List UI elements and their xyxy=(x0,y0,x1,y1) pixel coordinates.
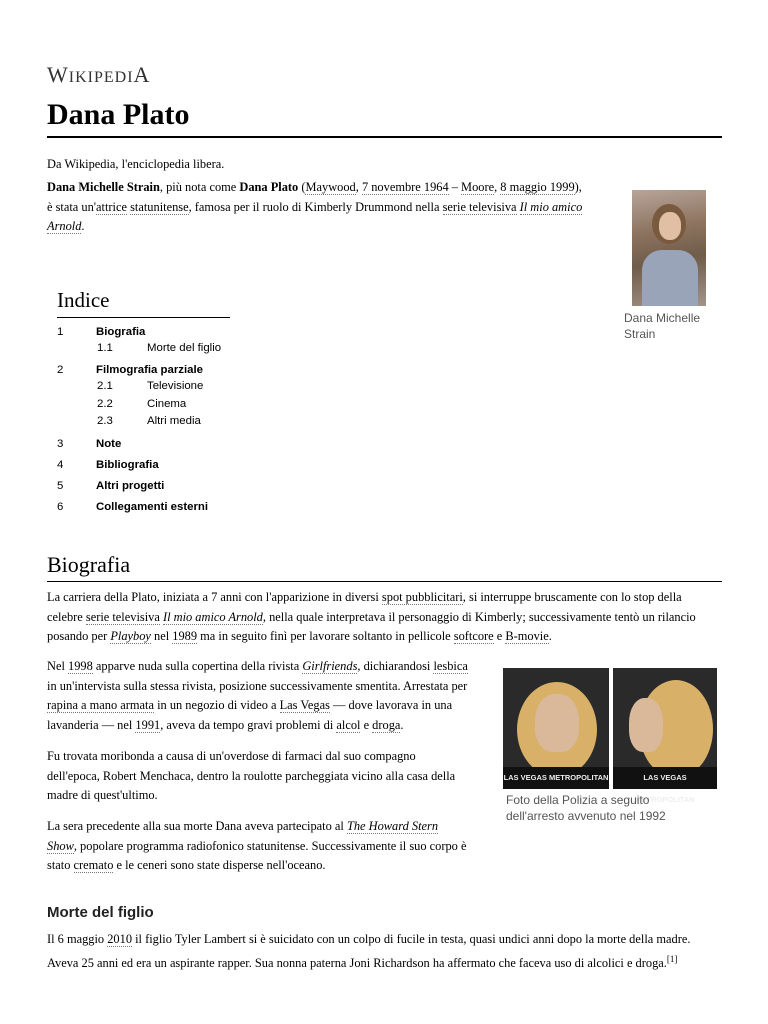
morte-paragraph xyxy=(47,930,727,973)
toc-label: Collegamenti esterni xyxy=(96,501,209,513)
link-nationality[interactable]: statunitense xyxy=(130,199,189,214)
link-show-cont[interactable]: Arnold xyxy=(47,219,82,233)
toc-label: Bibliografia xyxy=(96,459,159,471)
intro-text: ( xyxy=(298,180,306,194)
intro-paragraph xyxy=(47,178,617,237)
link-tv-series[interactable]: serie televisiva xyxy=(85,609,160,624)
mugshot-front-image[interactable] xyxy=(503,668,609,789)
toc-number: 1.1 xyxy=(97,342,113,354)
reference-link[interactable]: [1] xyxy=(666,953,678,964)
intro-text: , famosa per il ruolo di Kimberly Drummond nella xyxy=(188,199,443,214)
bio-text: . xyxy=(400,717,404,732)
intro-text: ), xyxy=(574,180,582,194)
morte-text: Il 6 maggio xyxy=(47,932,108,946)
bio-text: lavanderia — nel xyxy=(47,717,136,732)
toc-label: Filmografia parziale xyxy=(96,364,203,376)
face-shape xyxy=(629,698,663,752)
wordmark-a: A xyxy=(133,62,151,87)
link-2010[interactable]: 2010 xyxy=(107,932,133,946)
bio-paragraph-3 xyxy=(47,747,477,806)
link-lesbica[interactable]: lesbica xyxy=(433,659,468,673)
bio-text: , nella quale interpretava il personaggio di Kimberly; successivamente tentò un rilancio xyxy=(262,609,696,624)
link-deathplace[interactable]: Moore xyxy=(461,180,495,194)
toc-item-2-2[interactable] xyxy=(97,398,187,410)
toc-number: 2 xyxy=(57,364,64,376)
link-birthplace[interactable]: Maywood xyxy=(305,180,356,194)
portrait-image[interactable] xyxy=(632,190,706,306)
link-howard-stern-cont[interactable]: Show xyxy=(47,838,74,853)
morte-text: Aveva 25 anni ed era un aspirante rapper. Sua nonna paterna Joni Richardson ha affermato che faceva uso di alcolici e droga. xyxy=(47,955,667,970)
toc-label: Altri progetti xyxy=(96,480,165,492)
link-alcol[interactable]: alcol xyxy=(336,717,361,732)
intro-text: è stata un' xyxy=(47,199,97,214)
mugshot-plate: LAS VEGAS METROPOLITAN xyxy=(503,767,609,789)
toc-item-2-3[interactable] xyxy=(97,415,201,427)
link-1998[interactable]: 1998 xyxy=(68,659,93,673)
link-death-date[interactable]: 8 maggio 1999 xyxy=(500,180,575,194)
toc-number: 5 xyxy=(57,480,64,492)
toc-number: 3 xyxy=(57,438,64,450)
subsection-heading-morte: Morte del figlio xyxy=(47,904,154,921)
toc-number: 2.2 xyxy=(97,398,113,410)
bio-text: nel xyxy=(150,629,173,643)
link-actress[interactable]: attrice xyxy=(96,199,127,214)
wikipedia-wordmark[interactable] xyxy=(47,62,150,88)
intro-text: . xyxy=(81,219,85,233)
bio-text: in un negozio di video a xyxy=(153,698,280,712)
link-cremato[interactable]: cremato xyxy=(73,858,114,872)
toc-heading: Indice xyxy=(57,288,110,312)
mugshot-profile-image[interactable] xyxy=(613,668,717,804)
toc-number: 4 xyxy=(57,459,64,471)
intro-text: , xyxy=(494,180,501,194)
bio-text: ma in seguito finì per lavorare soltanto in pellicole xyxy=(197,629,454,643)
link-girlfriends[interactable]: Girlfriends xyxy=(302,659,358,673)
bio-text: Nel xyxy=(47,659,68,673)
toc-item-1-1[interactable] xyxy=(97,342,222,354)
bio-text: madre di quest'ultimo. xyxy=(47,788,158,802)
bio-text: e xyxy=(493,629,506,643)
toc-label: Altri media xyxy=(147,415,201,427)
intro-text: , xyxy=(355,180,362,194)
bio-paragraph-1 xyxy=(47,588,723,647)
toc-item-2-1[interactable] xyxy=(97,380,204,392)
toc-label: Biografia xyxy=(96,326,146,338)
link-softcore[interactable]: softcore xyxy=(453,629,494,643)
mugshot-caption xyxy=(506,792,721,824)
bio-text: Fu trovata moribonda a causa di un'overdose di farmaci dal suo compagno xyxy=(47,749,416,763)
bio-paragraph-2 xyxy=(47,657,487,735)
bio-text: — dove lavorava in una xyxy=(329,698,453,712)
wordmark-w: W xyxy=(47,62,69,87)
link-b-movie[interactable]: B-movie xyxy=(505,629,549,643)
bio-text: . xyxy=(548,629,552,643)
mugshot-plate: LAS VEGAS METROPOLITAN xyxy=(613,767,717,789)
toc-label: Note xyxy=(96,438,122,450)
bio-paragraph-4 xyxy=(47,817,477,876)
title-rule xyxy=(47,136,722,138)
caption-line: Foto della Polizia a seguito xyxy=(506,793,650,807)
bio-text: La sera precedente alla sua morte Dana aveva partecipato al xyxy=(47,819,347,833)
bio-text: La carriera della Plato, iniziata a 7 anni con l'apparizione in diversi xyxy=(47,590,382,604)
toc-label: Morte del figlio xyxy=(147,342,222,354)
link-rapina[interactable]: rapina a mano armata xyxy=(47,698,154,712)
tagline: Da Wikipedia, l'enciclopedia libera. xyxy=(47,157,225,171)
bio-text: , popolare programma radiofonico statunitense. Successivamente il suo corpo è xyxy=(73,838,467,853)
bio-text: e le ceneri sono state disperse nell'oceano. xyxy=(113,858,326,872)
toc-number: 2.1 xyxy=(97,380,113,392)
known-as: Dana Plato xyxy=(239,180,299,194)
link-spot[interactable]: spot pubblicitari xyxy=(381,590,463,604)
section-heading-biografia: Biografia xyxy=(47,552,131,577)
intro-text: – xyxy=(448,180,462,194)
morte-text: il figlio Tyler Lambert si è suicidato con un colpo di fucile in testa, quasi undici anni dopo la morte della madre. xyxy=(132,932,691,946)
page-title: Dana Plato xyxy=(47,98,190,131)
link-howard-stern[interactable]: The Howard Stern xyxy=(346,819,439,833)
portrait-caption: Dana Michelle Strain xyxy=(624,311,701,341)
bio-text: in un'intervista sulla stessa rivista, posizione successivamente smentita. Arrestata per xyxy=(47,678,468,693)
caption-line: dell'arresto avvenuto nel 1992 xyxy=(506,809,666,823)
face-shape xyxy=(659,212,681,240)
bio-text: , si interruppe bruscamente con lo stop della xyxy=(462,590,682,604)
link-show[interactable]: Il mio amico Arnold xyxy=(162,609,263,624)
toc-label: Televisione xyxy=(147,380,204,392)
toc-rule xyxy=(57,317,230,318)
intro-text: , più nota come xyxy=(159,180,240,194)
full-name: Dana Michelle Strain xyxy=(47,180,160,194)
toc-number: 6 xyxy=(57,501,64,513)
bio-text: stato xyxy=(47,858,74,872)
link-tv-series[interactable]: serie televisiva xyxy=(442,199,517,214)
bio-text: apparve nuda sulla copertina della rivista xyxy=(92,659,303,673)
shirt-shape xyxy=(642,250,698,306)
toc-number: 2.3 xyxy=(97,415,113,427)
bio-text: dell'epoca, Robert Menchaca, dentro la roulotte parcheggiata vicino alla casa della xyxy=(47,768,456,783)
bio-text: celebre xyxy=(47,609,86,624)
bio-text: , aveva da tempo gravi problemi di xyxy=(160,717,337,732)
toc-label: Cinema xyxy=(147,398,187,410)
link-1991[interactable]: 1991 xyxy=(135,717,161,732)
link-show[interactable]: Il mio amico xyxy=(519,199,583,214)
link-droga[interactable]: droga xyxy=(372,717,401,732)
link-1989[interactable]: 1989 xyxy=(172,629,198,643)
link-las-vegas[interactable]: Las Vegas xyxy=(279,698,330,712)
link-birth-date[interactable]: 7 novembre 1964 xyxy=(361,180,449,194)
link-playboy[interactable]: Playboy xyxy=(110,629,151,643)
bio-text: , dichiarandosi xyxy=(357,659,434,673)
toc-number: 1 xyxy=(57,326,64,338)
bio-text: posando per xyxy=(47,629,111,643)
face-shape xyxy=(535,694,579,752)
section-rule xyxy=(47,581,722,582)
bio-text: e xyxy=(360,717,373,732)
wordmark-middle: IKIPEDI xyxy=(68,69,134,86)
